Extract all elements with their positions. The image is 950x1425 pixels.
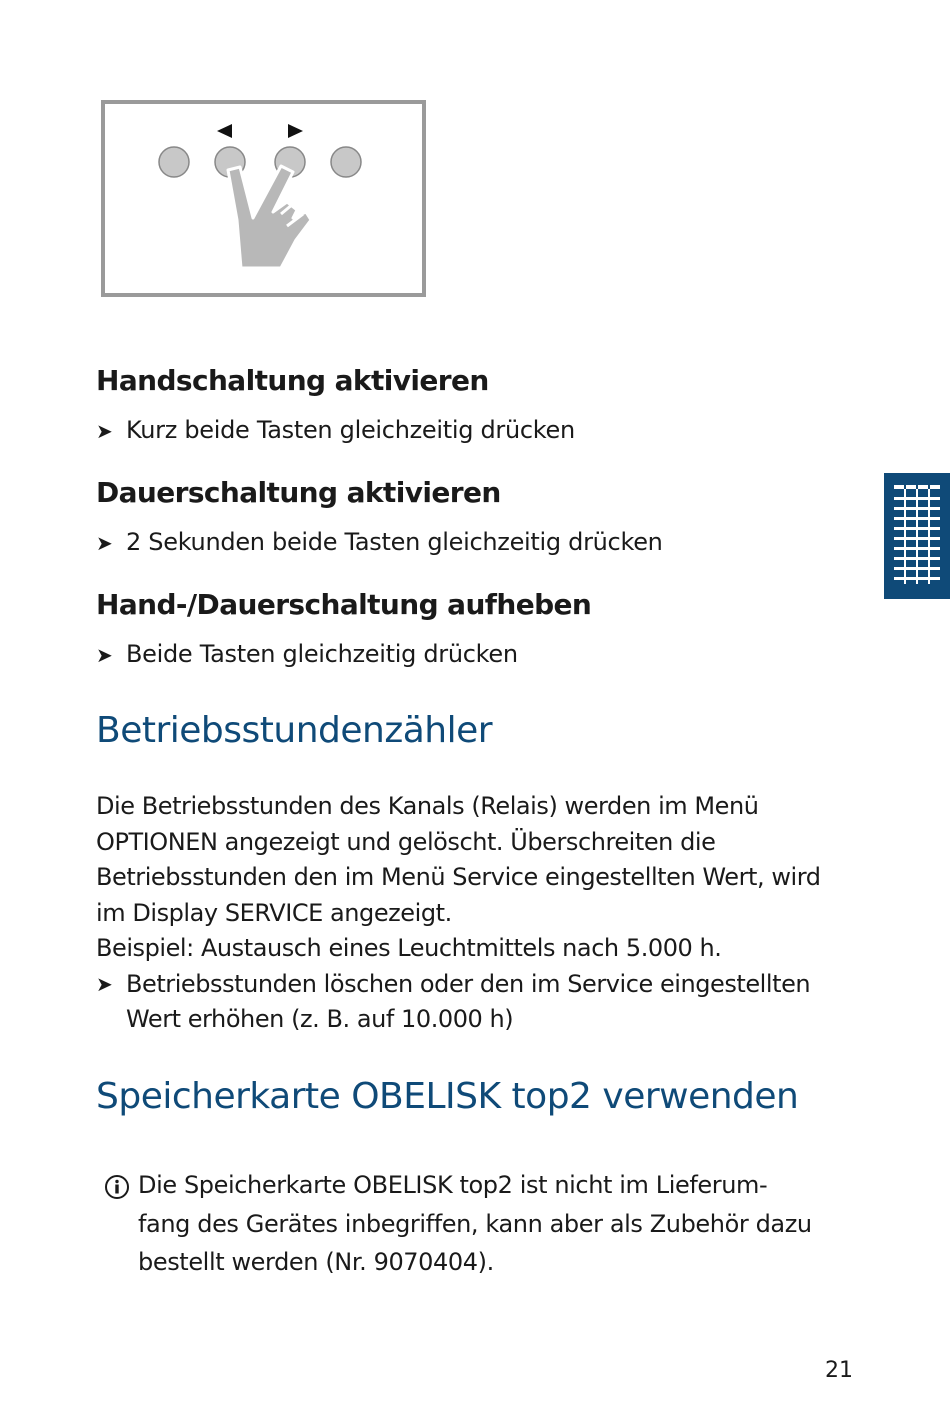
step-text: Beide Tasten gleichzeitig drücken — [126, 640, 518, 668]
note-line: Die Speicherkarte OBELISK top2 ist nicht im Lieferum- — [138, 1171, 768, 1199]
menu-bars-icon — [884, 473, 950, 599]
step-manual — [96, 412, 575, 449]
step-text: Kurz beide Tasten gleichzeitig drücken — [126, 416, 575, 444]
section-heading-cancel: Hand-/Dauerschaltung aufheben — [96, 588, 592, 621]
section-heading-permanent: Dauerschaltung aktivieren — [96, 476, 501, 509]
paragraph-line: Betriebsstunden den im Menü Service eingestellten Wert, wird — [96, 863, 821, 891]
step-cancel — [96, 636, 518, 673]
chevron-right-icon: ➤ — [96, 971, 113, 996]
operating-hours-text — [96, 789, 866, 1038]
note-line: bestellt werden (Nr. 9070404). — [138, 1248, 494, 1276]
step-text: 2 Sekunden beide Tasten gleichzeitig drücken — [126, 528, 663, 556]
paragraph-line: Die Betriebsstunden des Kanals (Relais) werden im Menü — [96, 792, 759, 820]
page-number: 21 — [825, 1358, 853, 1383]
chevron-right-icon: ➤ — [96, 643, 113, 667]
heading-memory-card: Speicherkarte OBELISK top2 verwenden — [96, 1076, 799, 1117]
note-line: fang des Gerätes inbegriffen, kann aber als Zubehör dazu — [138, 1209, 812, 1238]
step-line: Wert erhöhen (z. B. auf 10.000 h) — [126, 1005, 514, 1033]
step-line: Betriebsstunden löschen oder den im Service eingestellten — [126, 969, 811, 998]
chapter-tab — [884, 473, 950, 599]
device-button-1 — [159, 147, 189, 177]
button-press-illustration — [101, 100, 426, 297]
heading-operating-hours: Betriebsstundenzähler — [96, 710, 493, 751]
info-note — [104, 1166, 864, 1282]
step-permanent — [96, 524, 663, 561]
paragraph-line: im Display SERVICE angezeigt. — [96, 898, 452, 927]
paragraph-line: OPTIONEN angezeigt und gelöscht. Überschreiten die — [96, 827, 716, 856]
section-heading-manual: Handschaltung aktivieren — [96, 364, 489, 397]
chevron-right-icon: ➤ — [96, 419, 113, 443]
info-icon — [104, 1174, 130, 1200]
step-operating-hours — [96, 967, 866, 1038]
device-button-4 — [331, 147, 361, 177]
paragraph-line: Beispiel: Austausch eines Leuchtmittels nach 5.000 h. — [96, 934, 722, 962]
chevron-right-icon: ➤ — [96, 531, 113, 555]
